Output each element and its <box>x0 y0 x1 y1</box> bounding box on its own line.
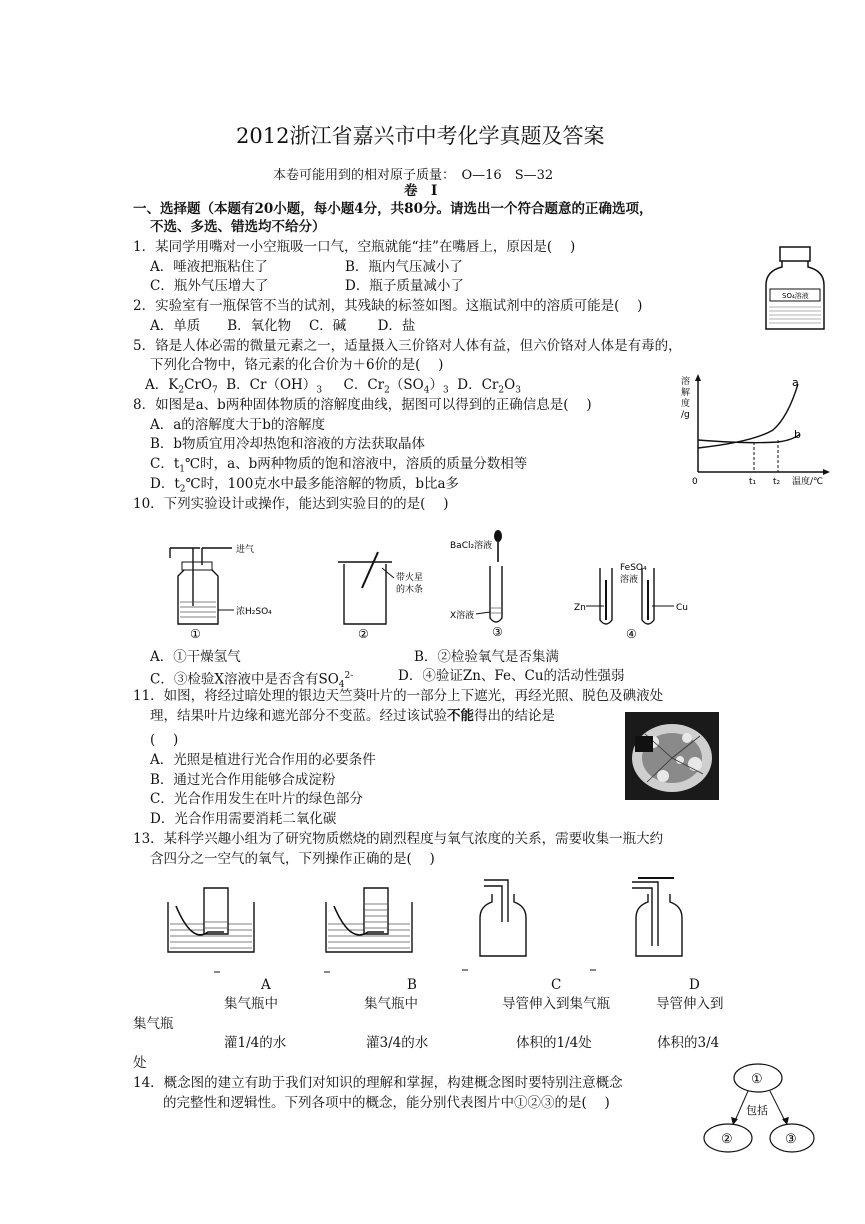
fig1-acid-label: 浓H₂SO₄ <box>236 607 272 617</box>
q1-option-b: B．瓶内气压减小了 <box>345 259 463 275</box>
leaf-photo <box>625 712 719 800</box>
fig2-label-1: 带火星 <box>396 573 424 583</box>
q13-caption-b1: 集气瓶中 <box>364 996 418 1012</box>
q13-caption-a2: 灌1/4的水 <box>224 1035 287 1051</box>
q8-d-prefix: D．t <box>150 476 180 492</box>
q10-figure-3 <box>448 528 548 640</box>
q14-stem-1: 14．概念图的建立有助于我们对知识的理解和掌握，构建概念图时要特别注意概念 <box>133 1075 623 1091</box>
concept-node-3: ③ <box>785 1132 797 1147</box>
fig3-x-solution-label: X溶液 <box>450 611 475 621</box>
q13-caption-a1: 集气瓶中 <box>224 996 278 1012</box>
sub: 3 <box>442 385 449 396</box>
q10-c-text: C．③检验X溶液中是否含有SO <box>150 671 339 688</box>
sub: 4 <box>423 385 430 396</box>
q10-figure-1 <box>160 540 280 640</box>
chart-x-label: 温度/℃ <box>792 477 824 487</box>
fig4-number: ④ <box>626 627 637 641</box>
reagent-bottle-figure <box>760 245 832 335</box>
concept-map <box>700 1060 820 1160</box>
q10-stem: 10．下列实验设计或操作，能达到实验目的的是( ) <box>133 496 449 512</box>
q1-option-c: C．瓶外气压增大了 <box>150 278 269 294</box>
fig3-reagent-label: BaCl₂溶液 <box>450 541 493 551</box>
bottle-label-text: SO₄溶液 <box>782 292 809 300</box>
q10-option-a: A．①干燥氢气 <box>150 649 241 665</box>
sub: 2 <box>384 385 390 396</box>
q13-caption-wrap-1: 集气瓶 <box>133 1016 174 1032</box>
chart-origin: 0 <box>692 477 698 487</box>
q8-c-prefix: C．t <box>150 456 180 472</box>
q11-stem-2a: 理，结果叶片边缘和遮光部分不变蓝。经过该试验 <box>150 708 447 724</box>
q13-caption-c1: 导管伸入到集气瓶 <box>502 996 610 1012</box>
q10-option-b: B．②检验氧气是否集满 <box>414 649 559 665</box>
volume-heading: 卷 I <box>404 183 438 199</box>
q2-stem: 2．实验室有一瓶保管不当的试剂，其残缺的标签如图。这瓶试剂中的溶质可能是( ) <box>133 298 643 314</box>
concept-node-2: ② <box>721 1132 733 1147</box>
q5-c3: ） <box>429 377 443 393</box>
q13-figure-a <box>162 884 262 976</box>
q13-caption-d2: 体积的3/4 <box>657 1035 720 1051</box>
q10-option-d: D．④验证Zn、Fe、Cu的活动性强弱 <box>398 668 625 684</box>
page-title: 2012浙江省嘉兴市中考化学真题及答案 <box>236 124 605 148</box>
q11-stem-2c: 得出的结论是 <box>474 708 555 724</box>
q2-options: A．单质 B．氧化物 C．碱 D．盐 <box>150 318 416 334</box>
q5-stem-2: 下列化合物中，铬元素的化合价为＋6价的是( ) <box>150 357 444 373</box>
q13-stem-2: 含四分之一空气的氧气，下列操作正确的是( ) <box>150 851 435 867</box>
q10-figure-4 <box>572 560 702 642</box>
q11-stem-2b: 不能 <box>447 708 474 724</box>
sub: 2 <box>178 385 185 396</box>
q5-b: B．Cr（OH） <box>226 377 317 393</box>
curve-a-label: a <box>792 376 799 389</box>
fig2-label-2: 的木条 <box>396 585 424 595</box>
fig4-reagent-1: FeSO₄ <box>620 563 647 573</box>
q11-option-d: D．光合作用需要消耗二氧化碳 <box>150 811 337 827</box>
q13-caption-wrap-2: 处 <box>133 1055 147 1071</box>
fig2-number: ② <box>358 627 369 641</box>
q13-figure-d <box>624 876 724 974</box>
q13-caption-d1: 导管伸入到 <box>656 996 724 1012</box>
q14-stem-2: 的完整性和逻辑性。下列各项中的概念，能分别代表图片中①②③的是( ) <box>163 1095 610 1111</box>
q13-caption-b2: 灌3/4的水 <box>366 1035 429 1051</box>
q13-label-d: D <box>689 977 700 993</box>
concept-relation-label: 包括 <box>746 1104 768 1117</box>
q11-stem-1: 11．如图，将经过暗处理的银边天竺葵叶片的一部分上下遮光，再经光照、脱色及碘液处 <box>133 688 664 704</box>
q11-option-a: A．光照是植进行光合作用的必要条件 <box>150 752 376 768</box>
fig4-reagent-2: 溶液 <box>620 575 639 585</box>
q5-a-k: A．K <box>145 377 179 393</box>
chart-y-label: 溶解度/g <box>681 377 691 420</box>
q8-option-b: B．b物质宜用冷却热饱和溶液的方法获取晶体 <box>150 436 426 452</box>
fig4-zn-label: Zn <box>574 603 586 613</box>
q11-stem-2 <box>150 707 555 725</box>
q8-c-tail: ℃时，a、b两种物质的饱和溶液中，溶质的质量分数相等 <box>185 456 528 472</box>
q5-d: D．Cr <box>457 377 499 393</box>
q5-stem-1: 5．铬是人体必需的微量元素之一，适量摄入三价铬对人体有益，但六价铬对人体是有毒的， <box>133 338 682 354</box>
sub: 1 <box>179 464 185 475</box>
fig1-number: ① <box>190 627 201 641</box>
q5-d2: O <box>504 377 516 393</box>
q5-c2: （SO <box>389 377 424 393</box>
sub: 3 <box>515 385 521 396</box>
solubility-chart <box>678 372 838 490</box>
sub: 4 <box>338 680 345 691</box>
q13-figure-b <box>320 884 420 976</box>
curve-b-label: b <box>794 428 801 441</box>
q10-figure-2 <box>338 548 438 640</box>
q8-d-tail: ℃时，100克水中最多能溶解的物质，b比a多 <box>185 476 460 492</box>
q13-label-c: C <box>551 977 562 993</box>
q13-figure-c <box>462 876 562 974</box>
section-heading-1: 一、选择题（本题有20小题，每小题4分，共80分。请选出一个符合题意的正确选项， <box>133 201 653 217</box>
section-heading-2: 不选、多选、错选均不给分） <box>150 219 326 235</box>
curve-b <box>698 434 800 443</box>
curve-a <box>698 384 798 448</box>
q13-caption-c2: 体积的1/4处 <box>516 1035 592 1051</box>
concept-node-1: ① <box>751 1072 763 1087</box>
sup: 2- <box>344 671 354 681</box>
q13-label-b: B <box>407 977 417 993</box>
chart-t1: t₁ <box>749 477 757 487</box>
q8-stem: 8．如图是a、b两种固体物质的溶解度曲线，据图可以得到的正确信息是( ) <box>133 397 592 413</box>
q8-option-a: A．a的溶解度大于b的溶解度 <box>150 417 325 433</box>
q13-label-a: A <box>261 977 271 993</box>
q5-c: C．Cr <box>343 377 385 393</box>
sub: 2 <box>498 385 505 396</box>
q1-option-a: A．唾液把瓶粘住了 <box>150 259 268 275</box>
q1-option-d: D．瓶子质量减小了 <box>345 278 464 294</box>
sub: 7 <box>211 385 218 396</box>
q11-option-c: C．光合作用发生在叶片的绿色部分 <box>150 791 363 807</box>
chart-t2: t₂ <box>773 477 781 487</box>
fig1-gas-in-label: 进气 <box>236 545 255 555</box>
q5-a-cro: CrO <box>184 377 212 393</box>
q11-option-b: B．通过光合作用能够合成淀粉 <box>150 772 336 788</box>
q1-stem: 1．某同学用嘴对一小空瓶吸一口气，空瓶就能“挂”在嘴唇上，原因是( ) <box>133 239 576 255</box>
fig4-cu-label: Cu <box>676 603 688 613</box>
sub: 3 <box>316 385 323 396</box>
q11-stem-3: ( ) <box>150 732 179 748</box>
sub: 2 <box>179 484 186 495</box>
subtitle: 本卷可能用到的相对原子质量： O—16 S—32 <box>273 168 554 183</box>
fig3-number: ③ <box>492 625 503 639</box>
q13-stem-1: 13．某科学兴趣小组为了研究物质燃烧的剧烈程度与氧气浓度的关系，需要收集一瓶大约 <box>133 831 664 847</box>
